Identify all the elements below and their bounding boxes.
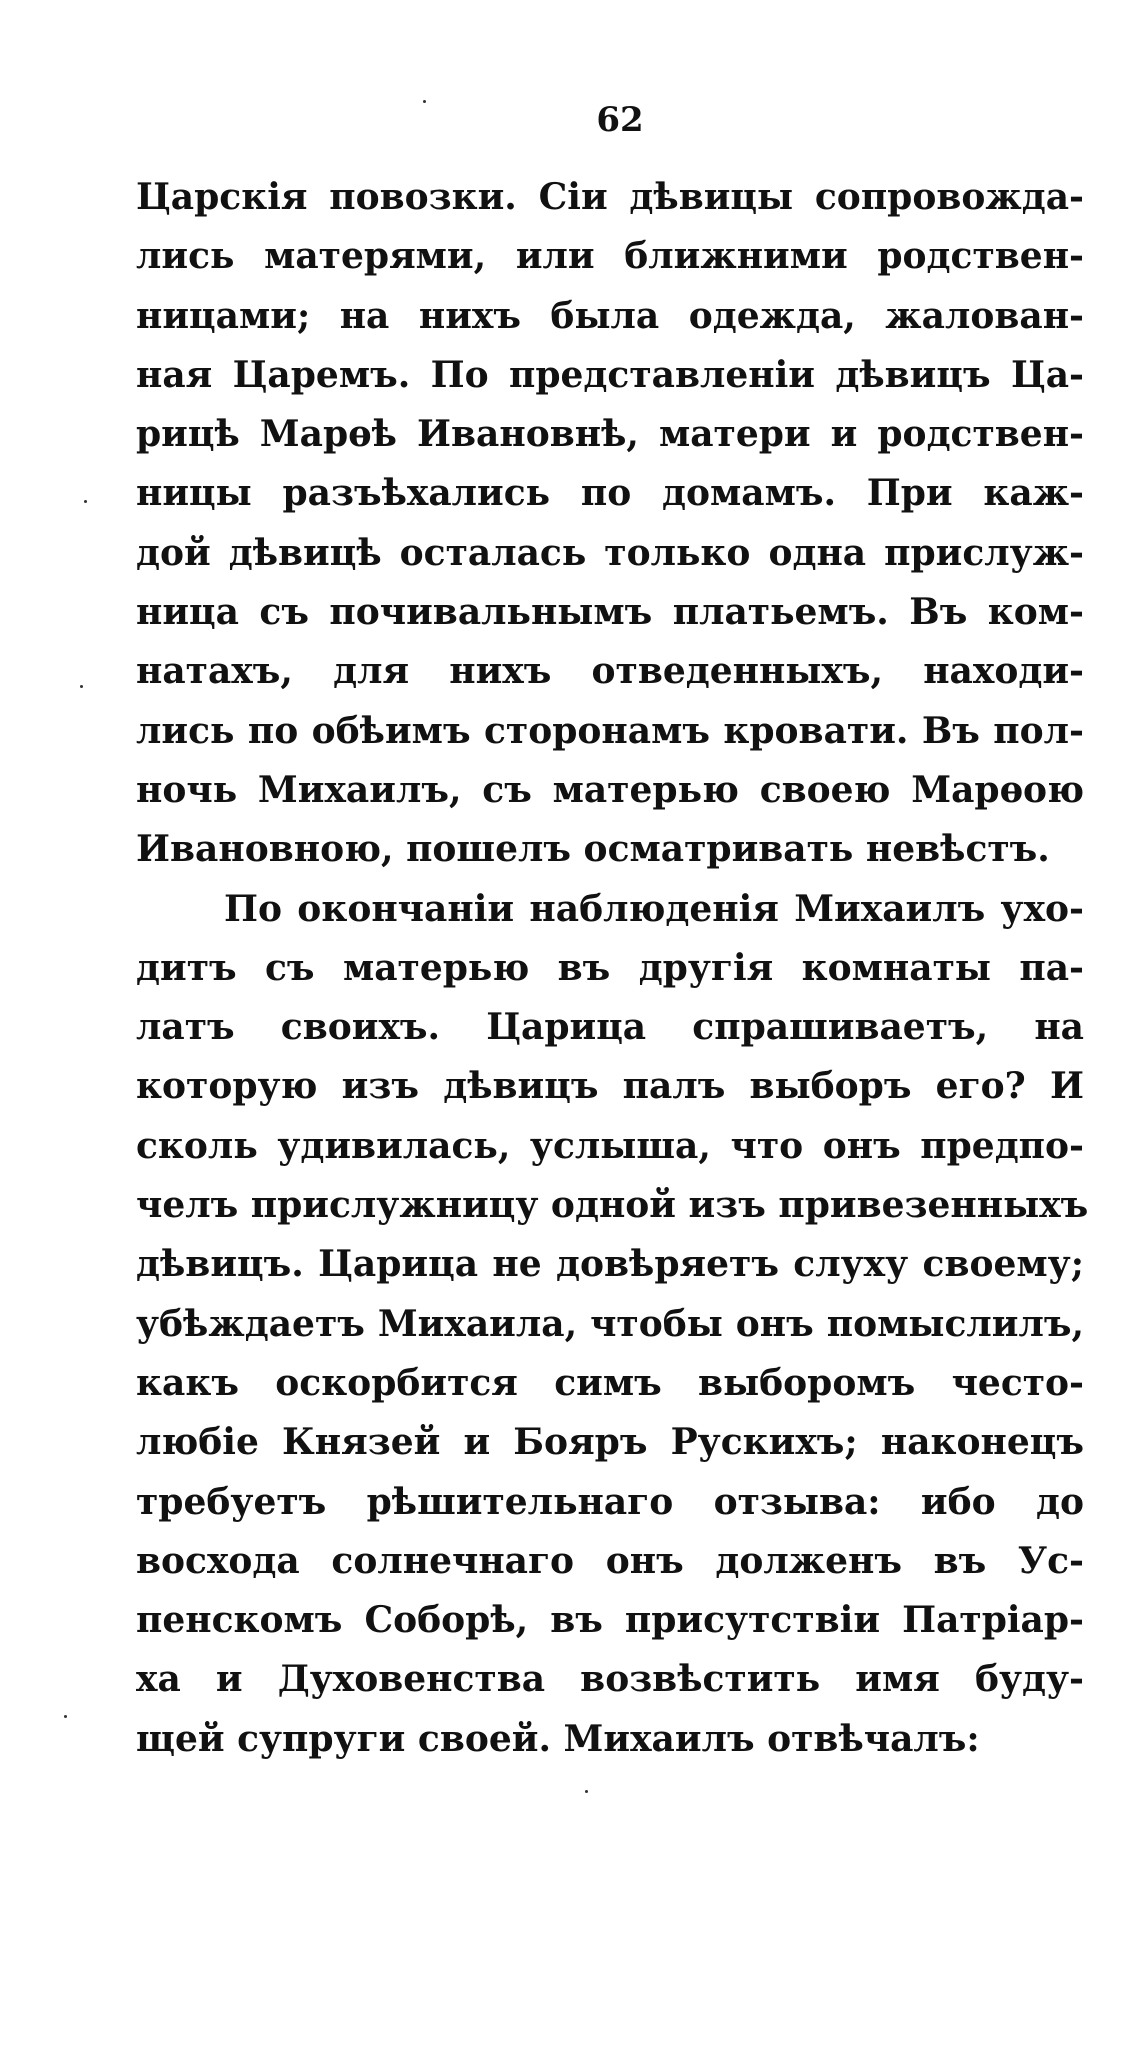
text-line: убѣждаетъ Михаила, чтобы онъ помыслилъ, (136, 1302, 1084, 1345)
text-line: ха и Духовенства возвѣстить имя буду- (136, 1658, 1084, 1701)
paper-speck (423, 100, 426, 103)
paper-speck (80, 685, 83, 688)
text-line: натахъ, для нихъ отведенныхъ, находи- (136, 650, 1084, 693)
text-line: сколь удивилась, услыша, что онъ предпо- (136, 1124, 1084, 1167)
paragraph-first-line: По окончаніи наблюденія Михаилъ ухо- (224, 887, 1084, 930)
text-line: ницы разъѣхались по домамъ. При каж- (136, 472, 1084, 515)
body-text (136, 168, 1089, 1769)
text-line: которую изъ дѣвицъ палъ выборъ его? И (136, 1065, 1084, 1108)
text-line: Ивановною, пошелъ осматривать невѣстъ. (136, 828, 1050, 871)
paper-speck (84, 500, 87, 503)
text-line: рицѣ Марѳѣ Ивановнѣ, матери и родствен- (136, 413, 1084, 456)
paper-speck (64, 1715, 67, 1718)
text-line: лись матерями, или ближними родствен- (136, 235, 1084, 278)
text-line: челъ прислужницу одной изъ привезенныхъ (136, 1184, 1089, 1227)
text-line: ницами; на нихъ была одежда, жалован- (136, 294, 1084, 337)
text-line: ница съ почивальнымъ платьемъ. Въ ком- (136, 591, 1084, 634)
text-line: дой дѣвицѣ осталась только одна прислуж- (136, 531, 1084, 574)
text-line: дѣвицъ. Царица не довѣряетъ слуху своему; (136, 1243, 1084, 1286)
page-number: 62 (596, 100, 644, 140)
text-line: требуетъ рѣшительнаго отзыва: ибо до (136, 1480, 1084, 1523)
text-line: любіе Князей и Бояръ Рускихъ; наконецъ (136, 1421, 1084, 1464)
text-line: Царскія повозки. Сіи дѣвицы сопровожда- (136, 176, 1084, 218)
text-line: восхода солнечнаго онъ долженъ въ Ус- (136, 1539, 1084, 1582)
text-line: пенскомъ Соборѣ, въ присутствіи Патріар- (136, 1599, 1084, 1642)
paper-speck (585, 1790, 588, 1793)
text-line: щей супруги своей. Михаилъ отвѣчалъ: (136, 1717, 980, 1760)
text-line: ная Царемъ. По представленіи дѣвицъ Ца- (136, 353, 1084, 396)
text-line: какъ оскорбится симъ выборомъ често- (136, 1361, 1084, 1404)
text-line: ночь Михаилъ, съ матерью своею Марѳою (136, 768, 1084, 811)
text-line: лись по обѣимъ сторонамъ кровати. Въ пол- (136, 709, 1084, 752)
text-line: латъ своихъ. Царица спрашиваетъ, на (136, 1006, 1084, 1049)
text-line: дитъ съ матерью въ другія комнаты па- (136, 946, 1084, 989)
